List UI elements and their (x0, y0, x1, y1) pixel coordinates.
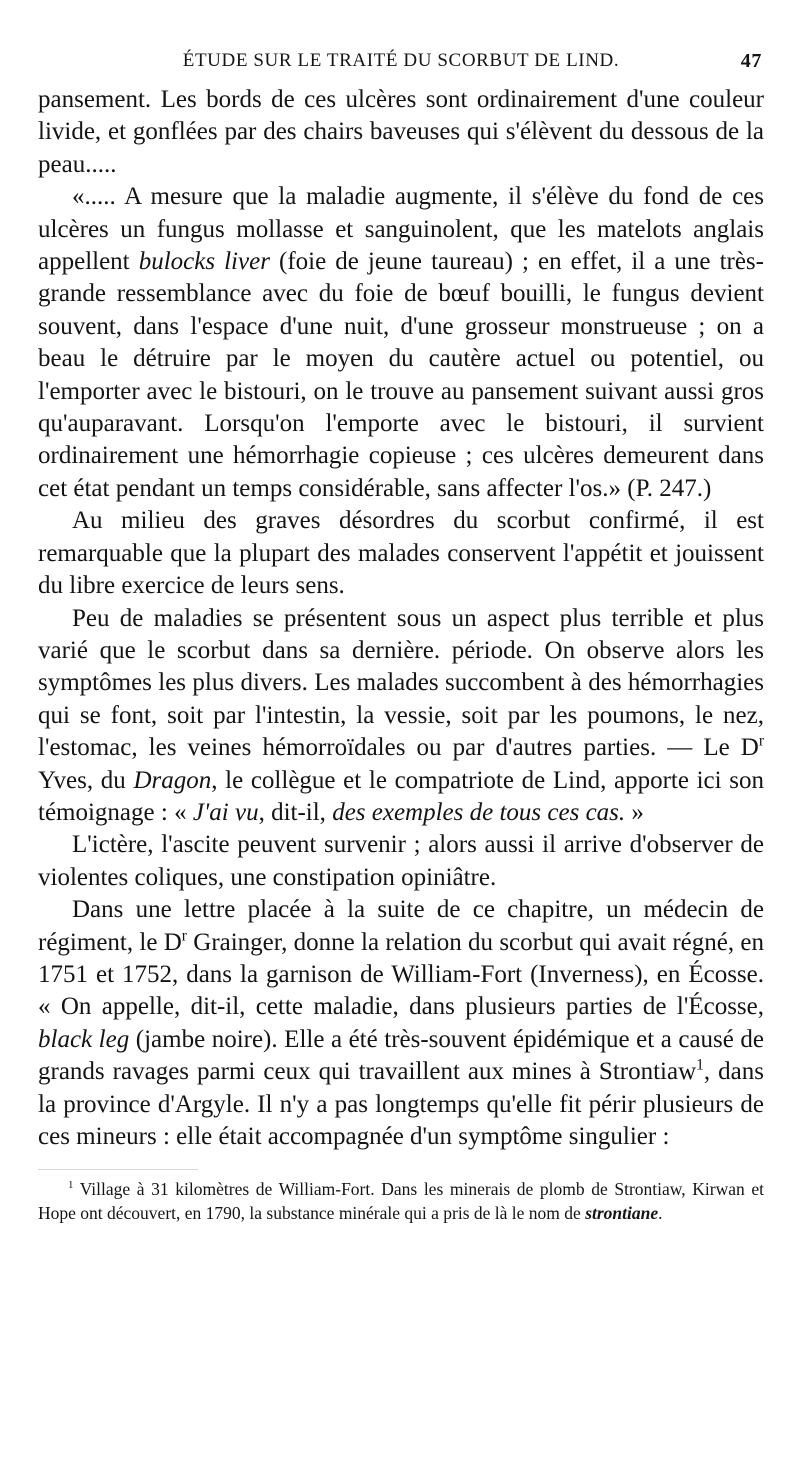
page-number: 47 (740, 50, 762, 72)
italic-text: bulocks liver (138, 248, 270, 276)
text-run: . (658, 1202, 663, 1223)
text-run: Dans une lettre placée à la suite de ce chapitre, un médecin de régiment, le D (38, 896, 764, 956)
text-run: Grainger, donne la relation du scorbut qui avait régné, en 1751 et 1752, dans la garnison de William-Fort (Inverness), en Écosse. « On appelle, dit-il, cette maladie, dans plusieurs parties de l'Écosse, (38, 928, 764, 1021)
text-run: (foie de jeune taureau) ; en effet, il a une très-grande ressemblance avec du foie de bœuf bouilli, le fungus devient souvent, dans l'espace d'une nuit, d'une grosseur monstrueuse ; on a beau le détruire par le moyen du cautère actuel ou potentiel, ou l'emporter avec le bistouri, on le trouve au pansement suivant aussi gros qu'auparavant. Lorsqu'on l'emporte avec le bistouri, il survient ordinairement une hémorrhagie copieuse ; ces ulcères demeurent dans cet état pendant un temps considérable, sans affecter l'os.» (P. 247.) (38, 248, 764, 502)
text-run: L'ictère, l'ascite peuvent survenir ; alors aussi il arrive d'observer de violentes coliques, une constipation opiniâtre. (38, 831, 764, 891)
paragraph (38, 894, 764, 1153)
text-run: Au milieu des graves désordres du scorbut confirmé, il est remarquable que la plupart des malades conservent l'appétit et jouissent du libre exercice de leurs sens. (38, 507, 764, 600)
text-run: » (625, 798, 644, 826)
text-run: Yves, du (38, 766, 134, 794)
text-run: , le collègue et le compatriote de Lind, apporte ici son témoignage : « (38, 766, 764, 826)
paragraph (38, 84, 764, 181)
text-run: pansement. Les bords de ces ulcères sont ordinairement d'une couleur livide, et gonflées par des chairs baveuses qui s'élèvent du dessous de la peau..... (38, 86, 764, 178)
italic-text: black leg (38, 1025, 130, 1053)
running-header (38, 50, 764, 84)
paragraph (38, 829, 764, 894)
body-text (38, 84, 764, 1153)
footnote-rule (38, 1169, 198, 1170)
superscript: r (758, 732, 764, 750)
running-title: ÉTUDE SUR LE TRAITÉ DU SCORBUT DE LIND. (182, 50, 620, 71)
superscript: 1 (696, 1056, 704, 1074)
paragraph (38, 181, 764, 505)
text-run: , dans la province d'Argyle. Il n'y a pas longtemps qu'elle fit périr plusieurs de ces mineurs : elle était accompagnée d'un symptôme singulier : (38, 1058, 764, 1150)
text-run: , dit-il, (258, 798, 333, 826)
paragraph (38, 505, 764, 602)
superscript: r (181, 927, 187, 945)
paragraph (38, 603, 764, 830)
text-run: Village à 31 kilomètres de William-Fort. Dans les minerais de plomb de Strontiaw, Kirwan et Hope ont découvert, en 1790, la substance minérale qui a pris de là le nom de (38, 1179, 764, 1223)
italic-text: J'ai vu (192, 798, 259, 826)
text-run: Peu de maladies se présentent sous un aspect plus terrible et plus varié que le scorbut dans sa dernière. période. On observe alors les symptômes les plus divers. Les malades succombent à des hémorrhagies qui se font, soit par l'intestin, la vessie, soit par les poumons, le nez, l'estomac, les veines hémorroïdales ou par d'autres parties. — Le D (38, 604, 764, 762)
text-run: (jambe noire). Elle a été très-souvent épidémique et a causé de grands ravages parmi ceux qui travaillent aux mines à Strontiaw (38, 1025, 764, 1086)
italic-text: Dragon (133, 766, 212, 794)
text-run: «..... A mesure que la maladie augmente, il s'élève du fond de ces ulcères un fungus mollasse et sanguinolent, que les matelots anglais appellent (38, 183, 764, 276)
italic-text: des exemples de tous ces cas. (332, 798, 626, 826)
superscript: 1 (68, 1179, 74, 1192)
bold-italic-text: strontiane (585, 1202, 659, 1223)
footnote (38, 1178, 764, 1225)
